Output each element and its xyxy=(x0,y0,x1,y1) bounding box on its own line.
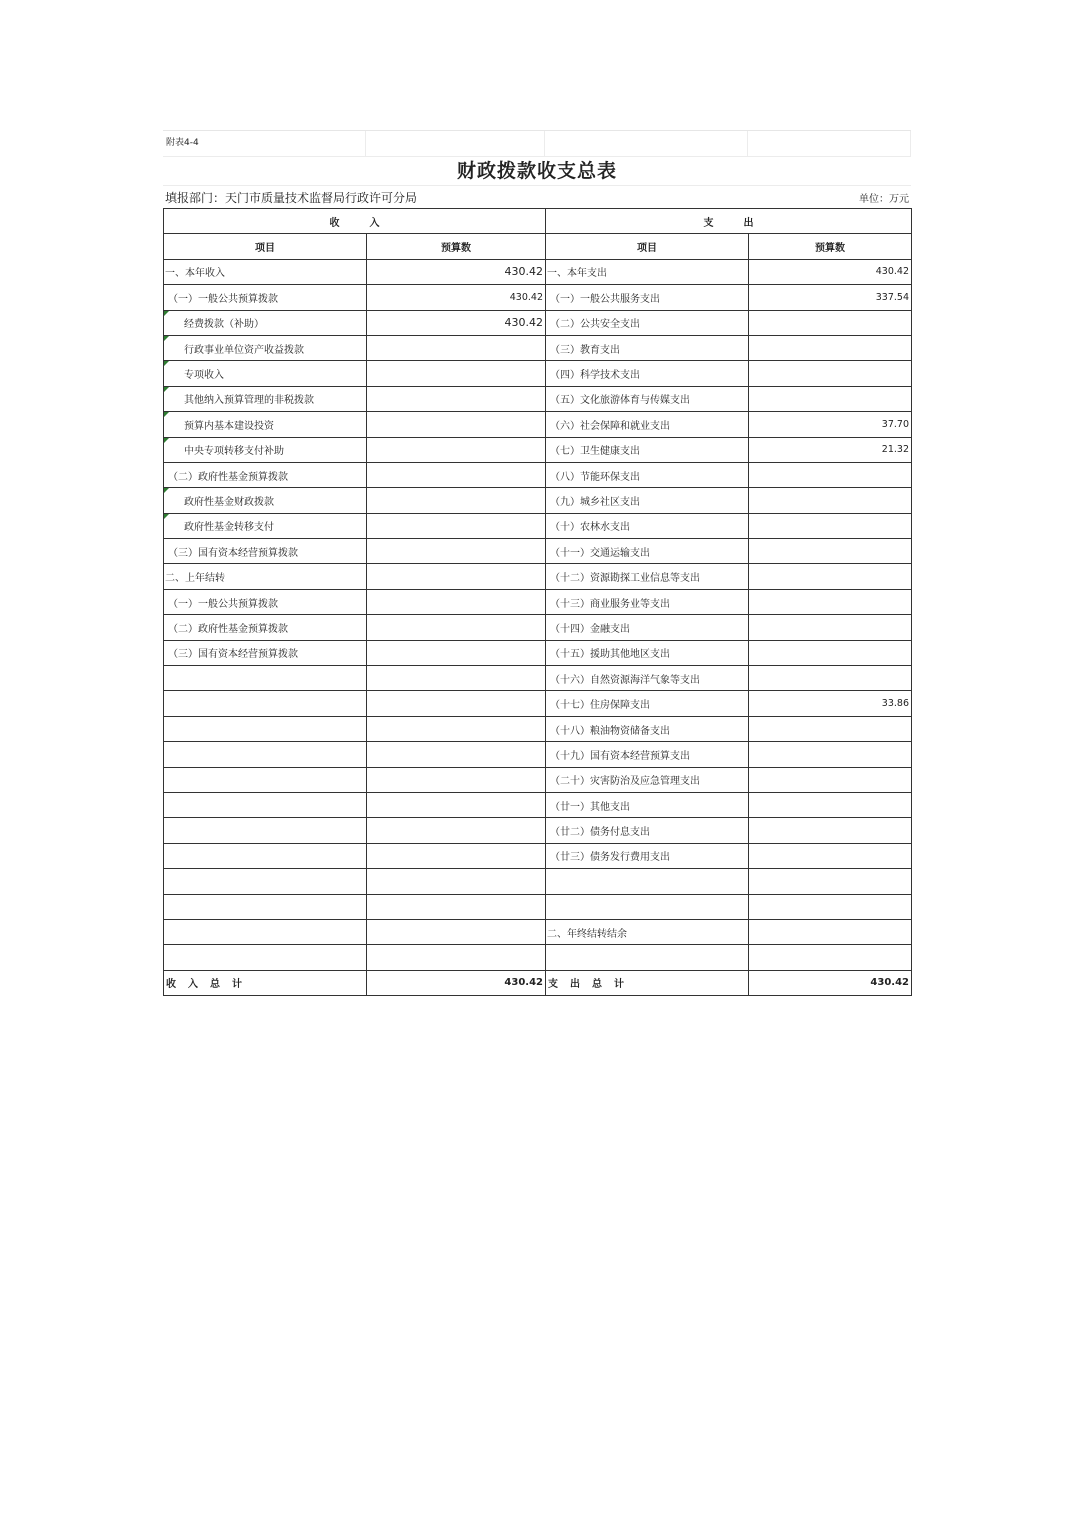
expense-item: （廿二）债务付息支出 xyxy=(546,818,749,843)
income-amount xyxy=(367,843,546,868)
income-item xyxy=(164,666,367,691)
income-amount xyxy=(367,513,546,538)
expense-total-amount: 430.42 xyxy=(749,970,912,995)
budget-table xyxy=(163,208,912,996)
expense-item: （七）卫生健康支出 xyxy=(546,437,749,462)
expense-item xyxy=(546,869,749,894)
table-row xyxy=(164,335,912,360)
table-row xyxy=(164,386,912,411)
expense-amount xyxy=(749,818,912,843)
income-item: 政府性基金财政拨款 xyxy=(164,488,367,513)
income-item: 一、本年收入 xyxy=(164,259,367,284)
income-amount xyxy=(367,691,546,716)
table-row xyxy=(164,894,912,919)
income-item xyxy=(164,818,367,843)
expense-amount xyxy=(749,742,912,767)
income-item xyxy=(164,919,367,944)
table-row xyxy=(164,462,912,487)
expense-section-header: 支 出 xyxy=(546,209,912,234)
income-budget-column-header: 预算数 xyxy=(367,234,546,259)
column-header-row xyxy=(164,234,912,259)
table-row xyxy=(164,818,912,843)
expense-item: （十九）国有资本经营预算支出 xyxy=(546,742,749,767)
income-amount xyxy=(367,640,546,665)
expense-item: （十二）资源勘探工业信息等支出 xyxy=(546,564,749,589)
total-row xyxy=(164,970,912,995)
income-amount xyxy=(367,666,546,691)
income-amount xyxy=(367,437,546,462)
income-item xyxy=(164,792,367,817)
income-amount xyxy=(367,945,546,970)
table-row xyxy=(164,437,912,462)
income-item: （二）政府性基金预算拨款 xyxy=(164,615,367,640)
expense-amount xyxy=(749,615,912,640)
table-row xyxy=(164,589,912,614)
expense-item: （二）公共安全支出 xyxy=(546,310,749,335)
income-amount xyxy=(367,386,546,411)
expense-amount xyxy=(749,513,912,538)
unit-label: 单位：万元 xyxy=(859,193,909,205)
table-row xyxy=(164,412,912,437)
expense-item: （廿三）债务发行费用支出 xyxy=(546,843,749,868)
income-amount xyxy=(367,818,546,843)
income-section-header: 收 入 xyxy=(164,209,546,234)
income-item xyxy=(164,767,367,792)
income-amount xyxy=(367,716,546,741)
income-amount xyxy=(367,615,546,640)
expense-item-column-header: 项目 xyxy=(546,234,749,259)
expense-amount xyxy=(749,919,912,944)
income-amount: 430.42 xyxy=(367,285,546,310)
expense-item: （十）农林水支出 xyxy=(546,513,749,538)
expense-amount: 21.32 xyxy=(749,437,912,462)
table-row xyxy=(164,666,912,691)
expense-item: （九）城乡社区支出 xyxy=(546,488,749,513)
income-item xyxy=(164,691,367,716)
income-amount: 430.42 xyxy=(367,310,546,335)
table-row xyxy=(164,945,912,970)
expense-amount xyxy=(749,386,912,411)
income-item: 行政事业单位资产收益拨款 xyxy=(164,335,367,360)
income-amount xyxy=(367,869,546,894)
table-row xyxy=(164,615,912,640)
expense-item: （五）文化旅游体育与传媒支出 xyxy=(546,386,749,411)
expense-amount xyxy=(749,843,912,868)
income-amount xyxy=(367,412,546,437)
income-item xyxy=(164,869,367,894)
expense-amount xyxy=(749,767,912,792)
expense-amount xyxy=(749,640,912,665)
expense-item: （十七）住房保障支出 xyxy=(546,691,749,716)
table-row xyxy=(164,869,912,894)
expense-amount xyxy=(749,869,912,894)
expense-amount xyxy=(749,666,912,691)
table-row xyxy=(164,513,912,538)
income-item: （一）一般公共预算拨款 xyxy=(164,589,367,614)
expense-item xyxy=(546,894,749,919)
income-item: 二、上年结转 xyxy=(164,564,367,589)
income-item xyxy=(164,945,367,970)
income-item: 政府性基金转移支付 xyxy=(164,513,367,538)
section-header-row xyxy=(164,209,912,234)
income-item-column-header: 项目 xyxy=(164,234,367,259)
income-item: （一）一般公共预算拨款 xyxy=(164,285,367,310)
table-row xyxy=(164,361,912,386)
expense-item: （一）一般公共服务支出 xyxy=(546,285,749,310)
income-amount: 430.42 xyxy=(367,259,546,284)
expense-item: （十八）粮油物资储备支出 xyxy=(546,716,749,741)
table-row xyxy=(164,691,912,716)
income-total-amount: 430.42 xyxy=(367,970,546,995)
table-row xyxy=(164,767,912,792)
expense-item: （十三）商业服务业等支出 xyxy=(546,589,749,614)
expense-item: （十五）援助其他地区支出 xyxy=(546,640,749,665)
department-label: 填报部门：天门市质量技术监督局行政许可分局 xyxy=(165,190,418,205)
income-amount xyxy=(367,539,546,564)
income-amount xyxy=(367,488,546,513)
income-amount xyxy=(367,335,546,360)
expense-amount: 37.70 xyxy=(749,412,912,437)
attachment-row xyxy=(163,130,911,156)
income-amount xyxy=(367,894,546,919)
expense-item: 一、本年支出 xyxy=(546,259,749,284)
expense-amount xyxy=(749,589,912,614)
expense-item: （十一）交通运输支出 xyxy=(546,539,749,564)
expense-item xyxy=(546,945,749,970)
table-row xyxy=(164,285,912,310)
income-amount xyxy=(367,792,546,817)
income-item: （二）政府性基金预算拨款 xyxy=(164,462,367,487)
table-row xyxy=(164,259,912,284)
income-item xyxy=(164,843,367,868)
table-row xyxy=(164,843,912,868)
expense-amount: 430.42 xyxy=(749,259,912,284)
income-total-label: 收 入 总 计 xyxy=(164,970,367,995)
table-row xyxy=(164,640,912,665)
income-item xyxy=(164,894,367,919)
table-row xyxy=(164,564,912,589)
income-item: 其他纳入预算管理的非税拨款 xyxy=(164,386,367,411)
expense-amount xyxy=(749,564,912,589)
income-item xyxy=(164,716,367,741)
table-row xyxy=(164,919,912,944)
expense-amount: 33.86 xyxy=(749,691,912,716)
expense-item: （四）科学技术支出 xyxy=(546,361,749,386)
table-row xyxy=(164,488,912,513)
income-amount xyxy=(367,361,546,386)
income-item xyxy=(164,742,367,767)
expense-item: （十四）金融支出 xyxy=(546,615,749,640)
income-item: （三）国有资本经营预算拨款 xyxy=(164,640,367,665)
table-row xyxy=(164,716,912,741)
income-amount xyxy=(367,742,546,767)
income-item: 专项收入 xyxy=(164,361,367,386)
income-amount xyxy=(367,564,546,589)
expense-amount xyxy=(749,361,912,386)
expense-amount xyxy=(749,310,912,335)
expense-amount xyxy=(749,488,912,513)
department-row xyxy=(163,185,911,208)
income-amount xyxy=(367,767,546,792)
expense-item: （六）社会保障和就业支出 xyxy=(546,412,749,437)
expense-item: （三）教育支出 xyxy=(546,335,749,360)
expense-amount xyxy=(749,894,912,919)
income-amount xyxy=(367,462,546,487)
expense-amount: 337.54 xyxy=(749,285,912,310)
table-row xyxy=(164,742,912,767)
expense-budget-column-header: 预算数 xyxy=(749,234,912,259)
table-row xyxy=(164,792,912,817)
income-item: 预算内基本建设投资 xyxy=(164,412,367,437)
table-row xyxy=(164,539,912,564)
income-item: （三）国有资本经营预算拨款 xyxy=(164,539,367,564)
attachment-label: 附表4-4 xyxy=(163,131,366,156)
table-row xyxy=(164,310,912,335)
expense-amount xyxy=(749,462,912,487)
budget-sheet xyxy=(163,130,911,996)
expense-amount xyxy=(749,792,912,817)
expense-item: （二十）灾害防治及应急管理支出 xyxy=(546,767,749,792)
income-amount xyxy=(367,589,546,614)
expense-item: （廿一）其他支出 xyxy=(546,792,749,817)
income-amount xyxy=(367,919,546,944)
expense-amount xyxy=(749,335,912,360)
income-item: 经费拨款（补助） xyxy=(164,310,367,335)
expense-item: （八）节能环保支出 xyxy=(546,462,749,487)
income-item: 中央专项转移支付补助 xyxy=(164,437,367,462)
expense-total-label: 支 出 总 计 xyxy=(546,970,749,995)
expense-amount xyxy=(749,716,912,741)
expense-amount xyxy=(749,539,912,564)
expense-item: 二、年终结转结余 xyxy=(546,919,749,944)
page-title: 财政拨款收支总表 xyxy=(163,156,911,185)
expense-amount xyxy=(749,945,912,970)
expense-item: （十六）自然资源海洋气象等支出 xyxy=(546,666,749,691)
